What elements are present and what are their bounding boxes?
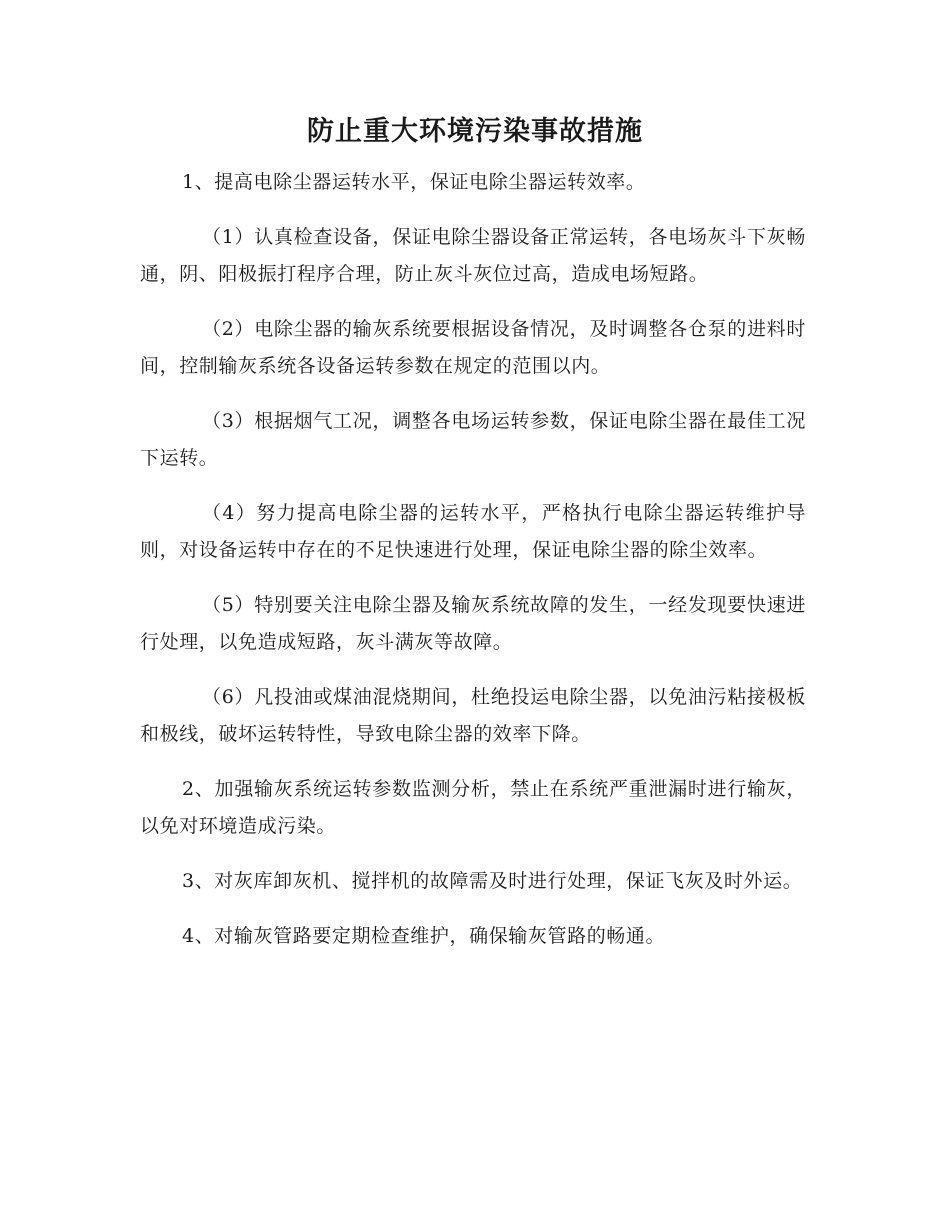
paragraph-1-6: （6）凡投油或煤油混烧期间，杜绝投运电除尘器，以免油污粘接极板和极线，破坏运转特性，导致电除尘器的效率下降。: [140, 686, 806, 745]
paragraph-1-4: （4）努力提高电除尘器的运转水平，严格执行电除尘器运转维护导则，对设备运转中存在的不足快速进行处理，保证电除尘器的除尘效率。: [140, 502, 806, 561]
paragraph-1-2: （2）电除尘器的输灰系统要根据设备情况，及时调整各仓泵的进料时间，控制输灰系统各设备运转参数在规定的范围以内。: [140, 318, 806, 377]
paragraph-2: 2、加强输灰系统运转参数监测分析，禁止在系统严重泄漏时进行输灰，以免对环境造成污染。: [140, 778, 806, 837]
paragraph-3: 3、对灰库卸灰机、搅拌机的故障需及时进行处理，保证飞灰及时外运。: [182, 870, 803, 892]
paragraph-1-5: （5）特别要关注电除尘器及输灰系统故障的发生，一经发现要快速进行处理，以免造成短路，灰斗满灰等故障。: [140, 594, 806, 653]
paragraph-1: 1、提高电除尘器运转水平，保证电除尘器运转效率。: [182, 171, 646, 193]
paragraph-4: 4、对输灰管路要定期检查维护，确保输灰管路的畅通。: [182, 925, 666, 947]
document-title: 防止重大环境污染事故措施: [307, 116, 643, 147]
document-body: [140, 164, 806, 973]
paragraph-1-1: （1）认真检查设备，保证电除尘器设备正常运转，各电场灰斗下灰畅通，阴、阳极振打程序合理，防止灰斗灰位过高，造成电场短路。: [140, 226, 806, 285]
paragraph-1-3: （3）根据烟气工况，调整各电场运转参数，保证电除尘器在最佳工况下运转。: [140, 410, 806, 469]
